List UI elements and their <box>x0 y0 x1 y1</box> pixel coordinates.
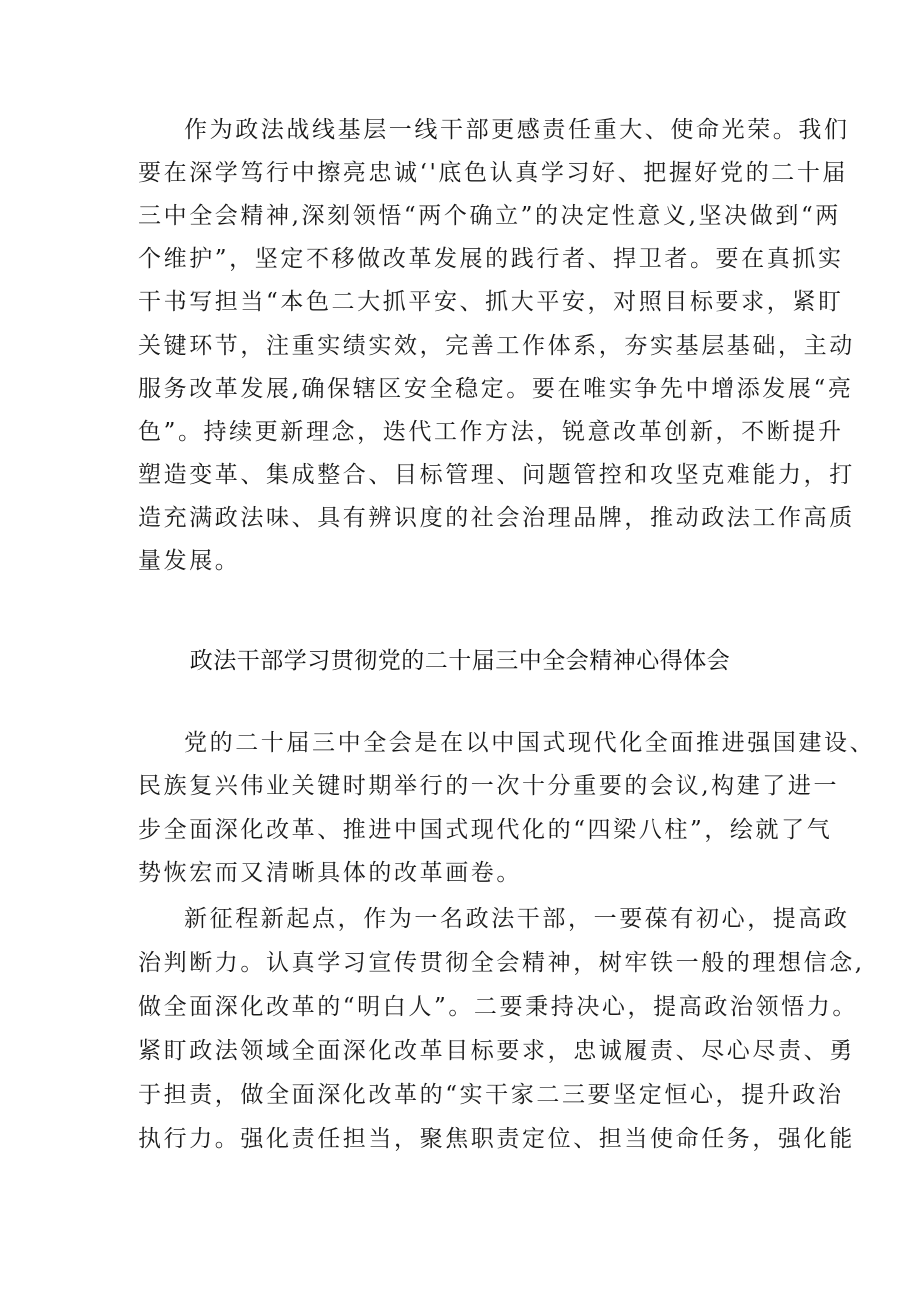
text-line: 塑造变革、集成整合、目标管理、问题管控和攻坚克难能力，打 <box>138 462 855 488</box>
text-line: 造充满政法味、具有辨识度的社会治理品牌，推动政法工作高质 <box>138 505 855 531</box>
text-line: 服务改革发展,确保辖区安全稳定。要在唯实争先中增添发展“亮 <box>138 376 854 402</box>
text-line: 执行力。强化责任担当，聚焦职责定位、担当使命任务，强化能 <box>138 1126 855 1152</box>
text-line: 干书写担当“本色二大抓平安、抓大平安，对照目标要求，紧盯 <box>138 289 844 315</box>
text-line: 个维护”，坚定不移做改革发展的践行者、捍卫者。要在真抓实 <box>138 246 844 272</box>
text-line: 民族复兴伟业关键时期举行的一次十分重要的会议,构建了进一 <box>138 773 840 799</box>
text-line: 色”。持续更新理念，迭代工作方法，锐意改革创新，不断提升 <box>138 419 844 445</box>
section-heading: 政法干部学习贯彻党的二十届三中全会精神心得体会 <box>189 648 731 674</box>
text-line: 量发展。 <box>138 548 241 574</box>
text-line: 要在深学笃行中擦亮忠诚‘'底色认真学习好、把握好党的二十届 <box>138 160 849 186</box>
text-line: 作为政法战线基层一线干部更感责任重大、使命光荣。我们 <box>184 117 850 143</box>
text-line: 紧盯政法领域全面深化改革目标要求，忠诚履责、尽心尽责、勇 <box>138 1038 855 1064</box>
text-line: 步全面深化改革、推进中国式现代化的“四梁八柱”，绘就了气 <box>138 817 833 843</box>
text-line: 新征程新起点，作为一名政法干部，一要葆有初心，提高政 <box>184 906 850 932</box>
text-line: 三中全会精神,深刻领悟“两个确立”的决定性意义,坚决做到“两 <box>138 203 841 229</box>
text-line: 势恢宏而又清晰具体的改革画卷。 <box>138 860 522 886</box>
text-line: 于担责，做全面深化改革的“实干家二三要坚定恒心，提升政治 <box>138 1082 844 1108</box>
text-line: 党的二十届三中全会是在以中国式现代化全面推进强国建设、 <box>184 730 876 756</box>
text-line: 治判断力。认真学习宣传贯彻全会精神，树牢铁一般的理想信念, <box>138 950 865 976</box>
text-line: 关键环节，注重实绩实效，完善工作体系，夯实基层基础，主动 <box>138 333 855 359</box>
text-line: 做全面深化改革的“明白人”。二要秉持决心，提高政治领悟力。 <box>138 994 858 1020</box>
